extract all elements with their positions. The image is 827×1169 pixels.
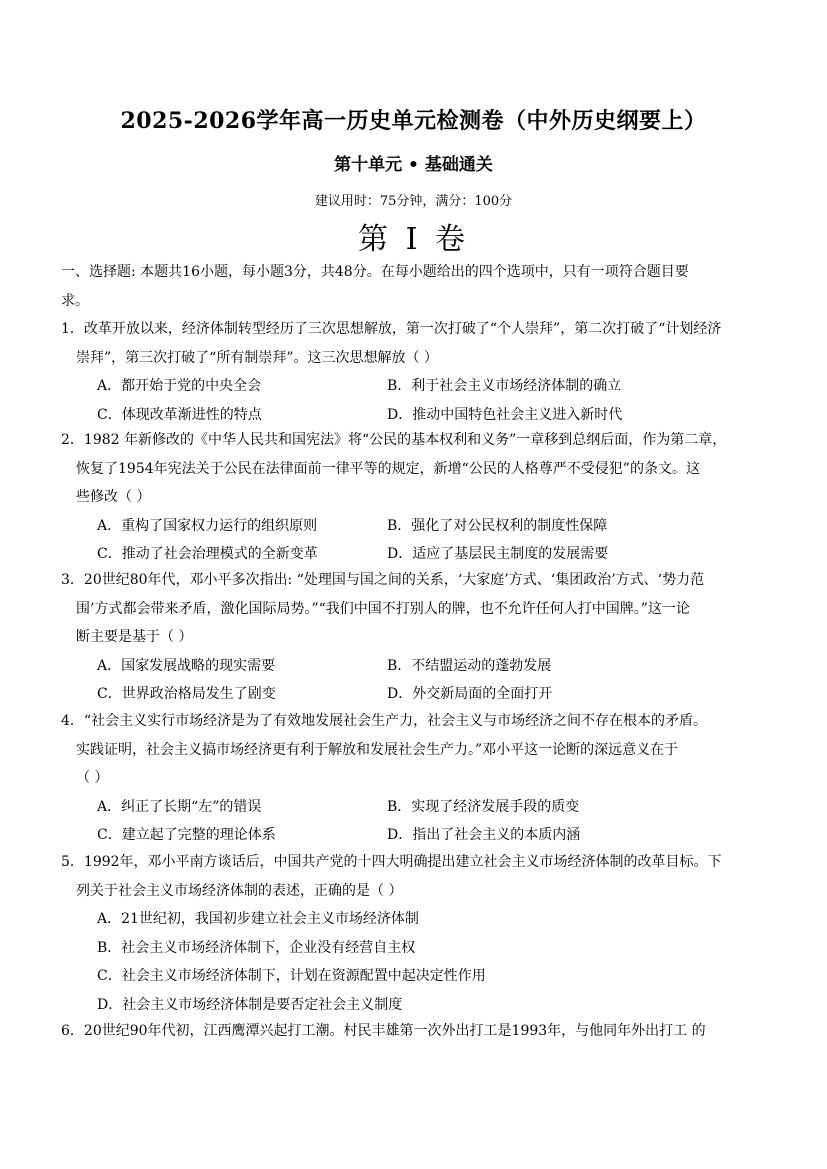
question-stem: 4．“社会主义实行市场经济是为了有效地发展社会生产力，社会主义与市场经济之间不存在根本的矛盾。: [61, 713, 708, 729]
unit-subtitle: 第十单元 • 基础通关: [334, 155, 493, 175]
question-stem: 列关于社会主义市场经济体制的表述，正确的是（ ）: [76, 882, 403, 899]
question-stem: 3．20世纪80年代，邓小平多次指出: “处理国与国之间的关系，‘大家庭’方式、‘集团政治’方式、‘势力范: [61, 572, 705, 588]
option-d: D．适应了基层民主制度的发展需要: [387, 546, 609, 563]
question-1: [61, 315, 761, 429]
question-stem: （ ）: [76, 770, 109, 787]
question-stem: 断主要是基于（ ）: [76, 629, 193, 646]
option-d: D．外交新局面的全面打开: [387, 686, 553, 703]
question-stem: 崇拜”，第三次打破了“所有制崇拜”。这三次思想解放（ ）: [76, 349, 438, 366]
option-b: B．社会主义市场经济体制下，企业没有经营自主权: [97, 939, 416, 956]
option-a: A．纠正了长期“左”的错误: [97, 798, 262, 815]
option-c: C．推动了社会治理模式的全新变革: [97, 546, 318, 563]
option-b: B．实现了经济发展手段的质变: [387, 798, 580, 815]
option-c: C．社会主义市场经济体制下，计划在资源配置中起决定性作用: [97, 968, 486, 985]
option-c: C．建立起了完整的理论体系: [97, 827, 276, 844]
question-stem: 2．1982 年新修改的《中华人民共和国宪法》将“公民的基本权利和义务”一章移到总纲后面，作为第二章，: [61, 432, 727, 448]
section-instructions: [61, 258, 761, 315]
option-c: C．体现改革渐进性的特点: [97, 406, 262, 423]
question-2: [61, 426, 761, 569]
question-4: [61, 707, 761, 850]
question-stem: 实践证明，社会主义搞市场经济更有利于解放和发展社会生产力。”邓小平这一论断的深远意义在于: [76, 741, 679, 758]
question-stem: 1．改革开放以来，经济体制转型经历了三次思想解放，第一次打破了“个人崇拜”，第二次打破了“计划经济: [61, 321, 722, 337]
volume-heading: 第 I 卷: [358, 222, 469, 257]
option-d: D．推动中国特色社会主义进入新时代: [387, 406, 623, 423]
question-stem: 6．20世纪90年代初，江西鹰潭兴起打工潮。村民丰雄第一次外出打工是1993年，与他同年外出打工 的: [61, 1023, 706, 1039]
exam-title: 2025-2026学年高一历史单元检测卷（中外历史纲要上）: [120, 108, 707, 134]
option-b: B．利于社会主义市场经济体制的确立: [387, 378, 622, 395]
question-stem: 恢复了1954年宪法关于公民在法律面前一律平等的规定，新增“公民的人格尊严不受侵犯”的条文。这: [76, 460, 700, 477]
section-line: 求。: [61, 292, 89, 309]
option-d: D．指出了社会主义的本质内涵: [387, 827, 581, 844]
question-stem: 围’方式都会带来矛盾，激化国际局势。”“我们中国不打别人的牌，也不允许任何人打中国牌。”这一论: [76, 600, 690, 617]
question-5: [61, 848, 761, 1020]
option-d: D．社会主义市场经济体制是要否定社会主义制度: [97, 996, 403, 1013]
option-c: C．世界政治格局发生了剧变: [97, 686, 276, 703]
option-b: B．不结盟运动的蓬勃发展: [387, 657, 552, 674]
option-a: A．重构了国家权力运行的组织原则: [97, 517, 318, 534]
question-3: [61, 566, 761, 709]
option-a: A．都开始于党的中央全会: [97, 378, 262, 395]
section-line: 一、选择题: 本题共16小题，每小题3分，共48分。在每小题给出的四个选项中，只有一项符合题目要: [61, 264, 689, 280]
time-score-info: 建议用时：75分钟，满分：100分: [314, 194, 513, 209]
question-stem: 些修改（ ）: [76, 489, 151, 506]
question-stem: 5．1992年，邓小平南方谈话后，中国共产党的十四大明确提出建立社会主义市场经济体制的改革目标。下: [61, 854, 722, 870]
option-a: A．21世纪初，我国初步建立社会主义市场经济体制: [97, 911, 419, 928]
option-b: B．强化了对公民权利的制度性保障: [387, 517, 608, 534]
question-6: [61, 1017, 761, 1046]
option-a: A．国家发展战略的现实需要: [97, 657, 276, 674]
